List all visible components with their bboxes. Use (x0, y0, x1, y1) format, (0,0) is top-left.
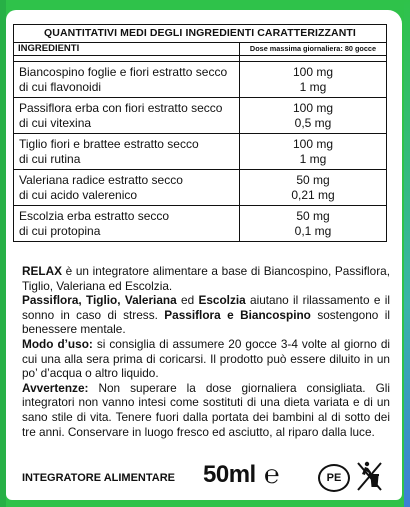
table-title (14, 25, 386, 43)
spacer-cell (14, 56, 240, 61)
ingredient-sub: di cui rutina (19, 152, 81, 166)
ingredient-cell (14, 206, 240, 241)
dose-amount: 50 mg (296, 209, 330, 223)
table-row (14, 98, 386, 134)
volume-label: 50ml (203, 461, 256, 488)
warnings-heading: Avvertenze: (22, 380, 89, 395)
dose-cell (240, 62, 386, 97)
benefits-herbs-2: Escolzia (198, 293, 246, 308)
dose-sub-amount: 0,1 mg (294, 224, 332, 238)
table-row (14, 170, 386, 206)
dose-amount: 100 mg (292, 65, 334, 79)
product-description (22, 264, 390, 439)
ingredient-cell (14, 62, 240, 97)
benefits-herbs-3: Passiflora e Biancospino (164, 307, 311, 322)
dose-amount: 50 mg (296, 173, 330, 187)
estimate-mark-icon: ℮ (264, 460, 280, 490)
packaging-border-right (404, 0, 410, 507)
table-row (14, 62, 386, 98)
column-header-ingredients: INGREDIENTI (14, 43, 240, 55)
benefits-paragraph (22, 293, 390, 337)
dose-cell (240, 170, 386, 205)
warnings-paragraph (22, 381, 390, 439)
benefits-text-3: sostengono il benessere mentale. (22, 307, 390, 337)
dose-sub-amount: 0,5 mg (294, 116, 332, 130)
ingredient-name: Passiflora erba con fiori estratto secco (19, 101, 223, 115)
table-header (14, 43, 386, 56)
benefits-herbs-1: Passiflora, Tiglio, Valeriana (22, 293, 177, 308)
intro-paragraph (22, 264, 390, 293)
column-header-dose: Dose massima giornaliera: 80 gocce (249, 44, 377, 53)
dose-amount: 100 mg (292, 137, 334, 151)
table-title-text: QUANTITATIVI MEDI DEGLI INGREDIENTI CARATTERIZZANTI (44, 27, 356, 39)
ingredient-sub: di cui flavonoidi (19, 80, 102, 94)
table-row (14, 134, 386, 170)
dose-cell (240, 98, 386, 133)
ingredient-cell (14, 134, 240, 169)
ingredient-cell (14, 98, 240, 133)
table-row (14, 206, 386, 241)
usage-text: si consiglia di assumere 20 gocce 3-4 volte al giorno di cui una alla sera prima di coricarsi. Il prodotto può essere diluito in un po’ d’acqua o altro liquido. (22, 336, 391, 381)
usage-heading: Modo d’uso: (22, 336, 93, 351)
product-name: RELAX (22, 264, 62, 278)
dose-sub-amount: 1 mg (299, 152, 327, 166)
trash-bin-icon (356, 461, 382, 491)
benefits-text-1: ed (176, 293, 199, 308)
ingredient-sub: di cui vitexina (19, 116, 92, 130)
warnings-text: Non superare la dose giornaliera consigliata. Gli integratori non vanno intesi come sostituti di una dieta variata e di un sano stile di vita. Tenere fuori dalla portata dei bambini al di sotto dei tre anni. Conservare in luogo fresco ed asciutto, al riparo dalla luce. (22, 380, 390, 439)
dose-cell (240, 134, 386, 169)
ingredient-name: Biancospino foglie e fiori estratto secco (19, 65, 228, 79)
benefits-text-2: aiutano il rilassamento e il sonno in caso di stress. (22, 293, 390, 322)
intro-text: è un integratore alimentare a base di Biancospino, Passiflora, Tiglio, Valeriana ed Escolzia. (22, 264, 390, 293)
ingredient-sub: di cui acido valerenico (19, 188, 138, 202)
ingredient-name: Escolzia erba estratto secco (19, 209, 170, 223)
pe-recycle-icon: PE (318, 464, 350, 492)
ingredient-name: Tiglio fiori e brattee estratto secco (19, 137, 199, 151)
product-category: INTEGRATORE ALIMENTARE (22, 472, 175, 484)
ingredient-name: Valeriana radice estratto secco (19, 173, 183, 187)
ingredient-sub: di cui protopina (19, 224, 101, 238)
dose-cell (240, 206, 386, 241)
spacer-cell (240, 56, 386, 61)
ingredient-cell (14, 170, 240, 205)
dose-sub-amount: 1 mg (299, 80, 327, 94)
dose-amount: 100 mg (292, 101, 334, 115)
ingredients-table (13, 24, 387, 242)
usage-paragraph (22, 337, 390, 381)
dose-sub-amount: 0,21 mg (291, 188, 335, 202)
